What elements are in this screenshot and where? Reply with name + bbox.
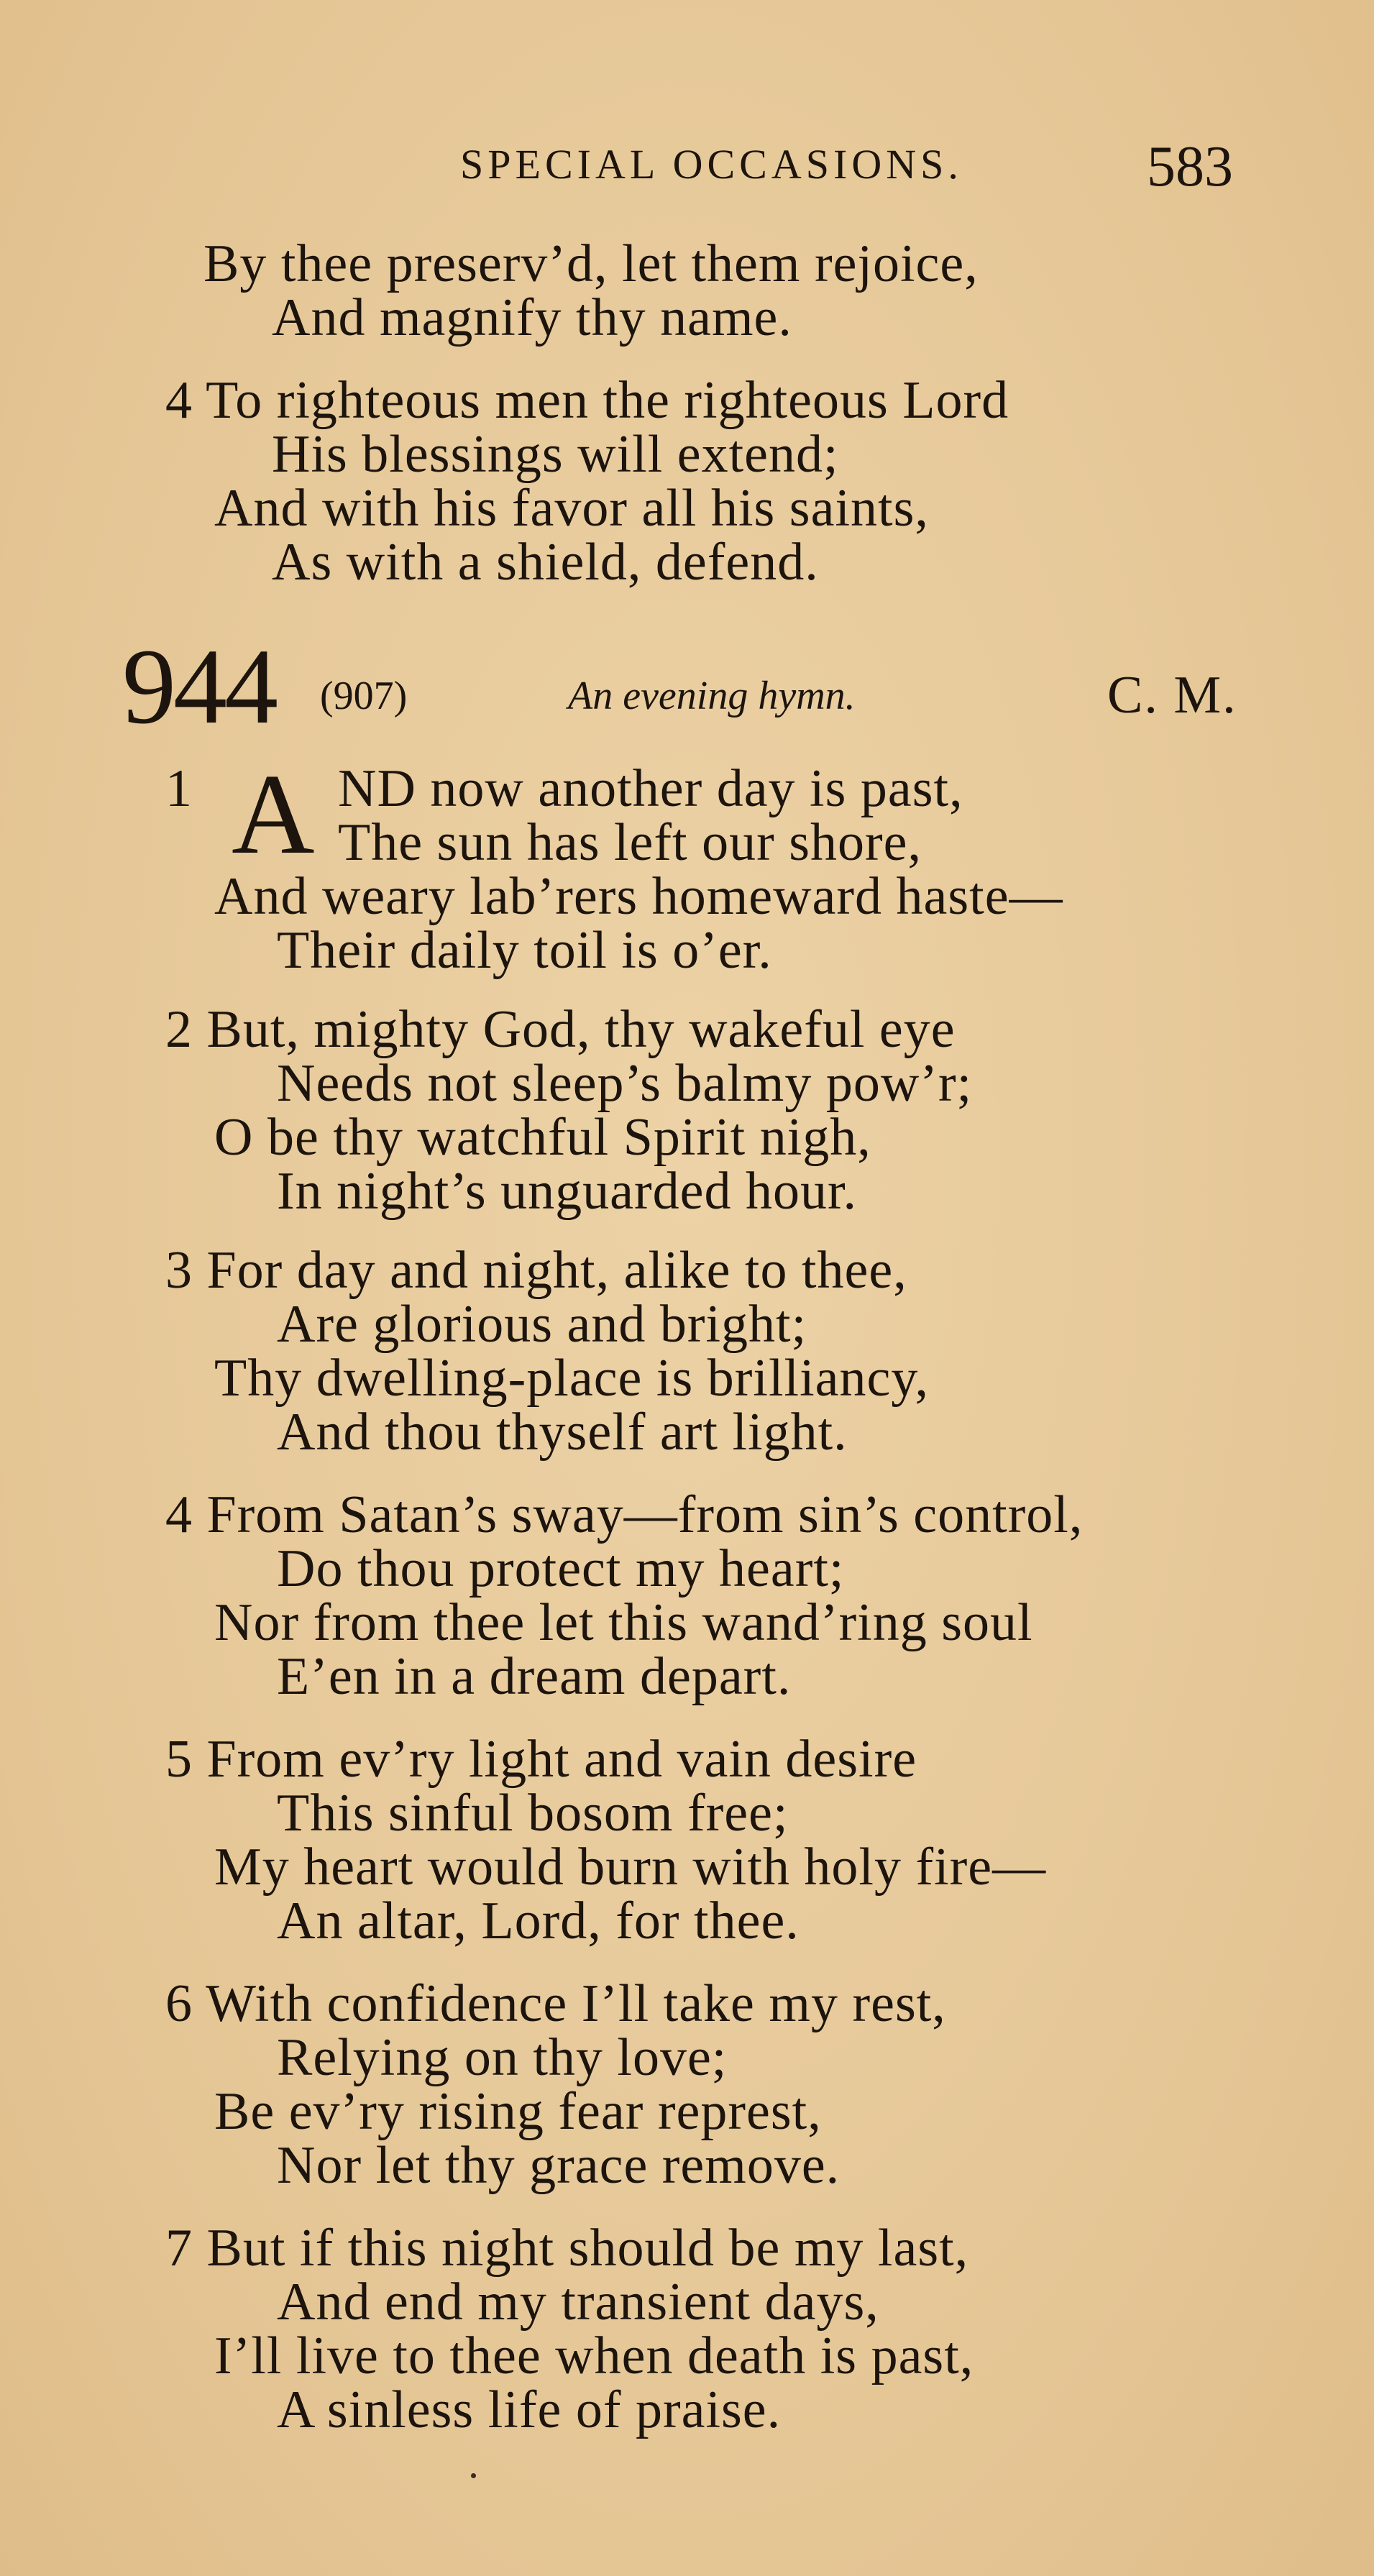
prev-hymn-line: His blessings will extend;: [272, 425, 839, 484]
hymn-line: I’ll live to thee when death is past,: [214, 2327, 974, 2385]
hymn-line: An altar, Lord, for thee.: [277, 1892, 800, 1951]
hymn-line: And thou thyself art light.: [277, 1403, 848, 1462]
hymn-number: 944: [122, 627, 275, 746]
hymn-line: The sun has left our shore,: [338, 813, 922, 872]
running-head: SPECIAL OCCASIONS.: [460, 141, 963, 188]
hymn-line: 5 From ev’ry light and vain desire: [165, 1730, 917, 1789]
hymn-line: And weary lab’rers homeward haste—: [214, 867, 1063, 926]
hymn-line: Needs not sleep’s balmy pow’r;: [277, 1054, 973, 1113]
hymn-line: Relying on thy love;: [277, 2028, 728, 2087]
hymn-line: 4 From Satan’s sway—from sin’s control,: [165, 1485, 1084, 1544]
hymn-line: My heart would burn with holy fire—: [214, 1838, 1047, 1897]
prev-hymn-line: By thee preserv’d, let them rejoice,: [203, 234, 979, 293]
hymn-line: Be ev’ry rising fear represt,: [214, 2082, 822, 2141]
hymn-line: Nor let thy grace remove.: [277, 2136, 841, 2195]
hymn-line: Nor from thee let this wand’ring soul: [214, 1593, 1033, 1652]
hymn-line: This sinful bosom free;: [277, 1784, 789, 1843]
hymn-meter: C. M.: [1107, 666, 1237, 725]
hymn-reference: (907): [320, 674, 408, 718]
hymn-line: Thy dwelling-place is brilliancy,: [214, 1349, 930, 1408]
hymn-line: O be thy watchful Spirit nigh,: [214, 1108, 871, 1167]
hymn-line: ND now another day is past,: [338, 759, 963, 818]
hymn-line: Do thou protect my heart;: [277, 1539, 845, 1598]
hymn-line: 7 But if this night should be my last,: [165, 2219, 969, 2278]
hymn-title: An evening hymn.: [568, 674, 856, 718]
hymn-line: 2 But, mighty God, thy wakeful eye: [165, 1000, 956, 1059]
prev-hymn-line: And magnify thy name.: [272, 288, 792, 347]
hymn-line: And end my transient days,: [277, 2273, 879, 2332]
hymn-line: E’en in a dream depart.: [277, 1647, 792, 1706]
prev-hymn-line: 4 To righteous men the righteous Lord: [165, 371, 1009, 430]
page-number: 583: [1147, 135, 1233, 198]
verse-number: 1: [165, 759, 193, 818]
drop-cap: A: [232, 750, 315, 878]
prev-hymn-line: As with a shield, defend.: [272, 533, 819, 592]
hymn-line: 3 For day and night, alike to thee,: [165, 1241, 907, 1300]
hymn-line: 6 With confidence I’ll take my rest,: [165, 1974, 946, 2033]
hymn-line: Are glorious and bright;: [277, 1295, 807, 1354]
hymn-line: In night’s unguarded hour.: [277, 1162, 858, 1221]
hymn-line: A sinless life of praise.: [277, 2380, 782, 2439]
hymn-line: Their daily toil is o’er.: [277, 921, 772, 980]
prev-hymn-line: And with his favor all his saints,: [214, 479, 929, 538]
print-speck: [471, 2473, 476, 2478]
